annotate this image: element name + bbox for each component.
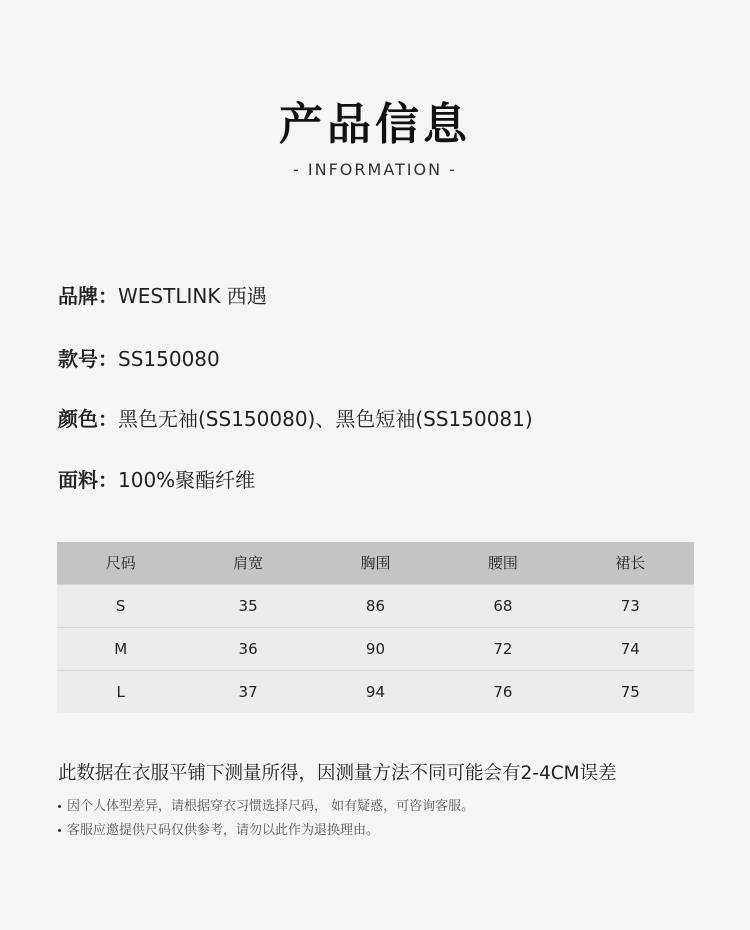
table-cell: 68 [439, 584, 566, 627]
table-cell: 94 [312, 670, 439, 713]
note-item [58, 795, 474, 814]
note-text: 因个人体型差异，请根据穿衣习惯选择尺码， 如有疑惑，可咨询客服。 [67, 799, 475, 814]
table-row [57, 584, 694, 627]
header-waist: 腰围 [439, 542, 566, 584]
table-cell: 76 [439, 670, 566, 713]
style-number-row [58, 343, 220, 372]
brand-value: WESTLINK 西遇 [118, 284, 267, 308]
table-cell: 86 [312, 584, 439, 627]
table-row [57, 670, 694, 713]
header-shoulder: 肩宽 [184, 542, 311, 584]
page-subtitle: - INFORMATION - [293, 160, 457, 179]
bullet-dot-icon [58, 829, 61, 832]
brand-label: 品牌： [58, 284, 118, 308]
page-title: 产品信息 [279, 99, 471, 150]
brand-row [58, 280, 267, 309]
table-cell: 72 [439, 627, 566, 670]
table-cell: 90 [312, 627, 439, 670]
table-cell: 35 [184, 584, 311, 627]
style-number-label: 款号： [58, 347, 118, 371]
table-cell: 75 [567, 670, 694, 713]
color-value: 黑色无袖(SS150080)、黑色短袖(SS150081) [118, 407, 533, 431]
size-table [57, 542, 694, 713]
table-cell: 73 [567, 584, 694, 627]
header-chest: 胸围 [312, 542, 439, 584]
table-cell: M [57, 627, 184, 670]
table-cell: S [57, 584, 184, 627]
table-row [57, 627, 694, 670]
table-header-row [57, 542, 694, 584]
table-cell: 36 [184, 627, 311, 670]
color-row [58, 403, 533, 432]
table-cell: 74 [567, 627, 694, 670]
color-label: 颜色： [58, 407, 118, 431]
note-item [58, 819, 379, 838]
table-cell: L [57, 670, 184, 713]
header-length: 裙长 [567, 542, 694, 584]
style-number-value: SS150080 [118, 347, 220, 371]
bullet-dot-icon [58, 805, 61, 808]
measurement-note-title: 此数据在衣服平铺下测量所得，因测量方法不同可能会有2-4CM误差 [58, 763, 617, 784]
fabric-label: 面料： [58, 468, 118, 492]
header-size: 尺码 [57, 542, 184, 584]
fabric-row [58, 464, 255, 493]
note-text: 客服应邀提供尺码仅供参考，请勿以此作为退换理由。 [67, 823, 380, 838]
table-cell: 37 [184, 670, 311, 713]
fabric-value: 100%聚酯纤维 [118, 468, 256, 492]
